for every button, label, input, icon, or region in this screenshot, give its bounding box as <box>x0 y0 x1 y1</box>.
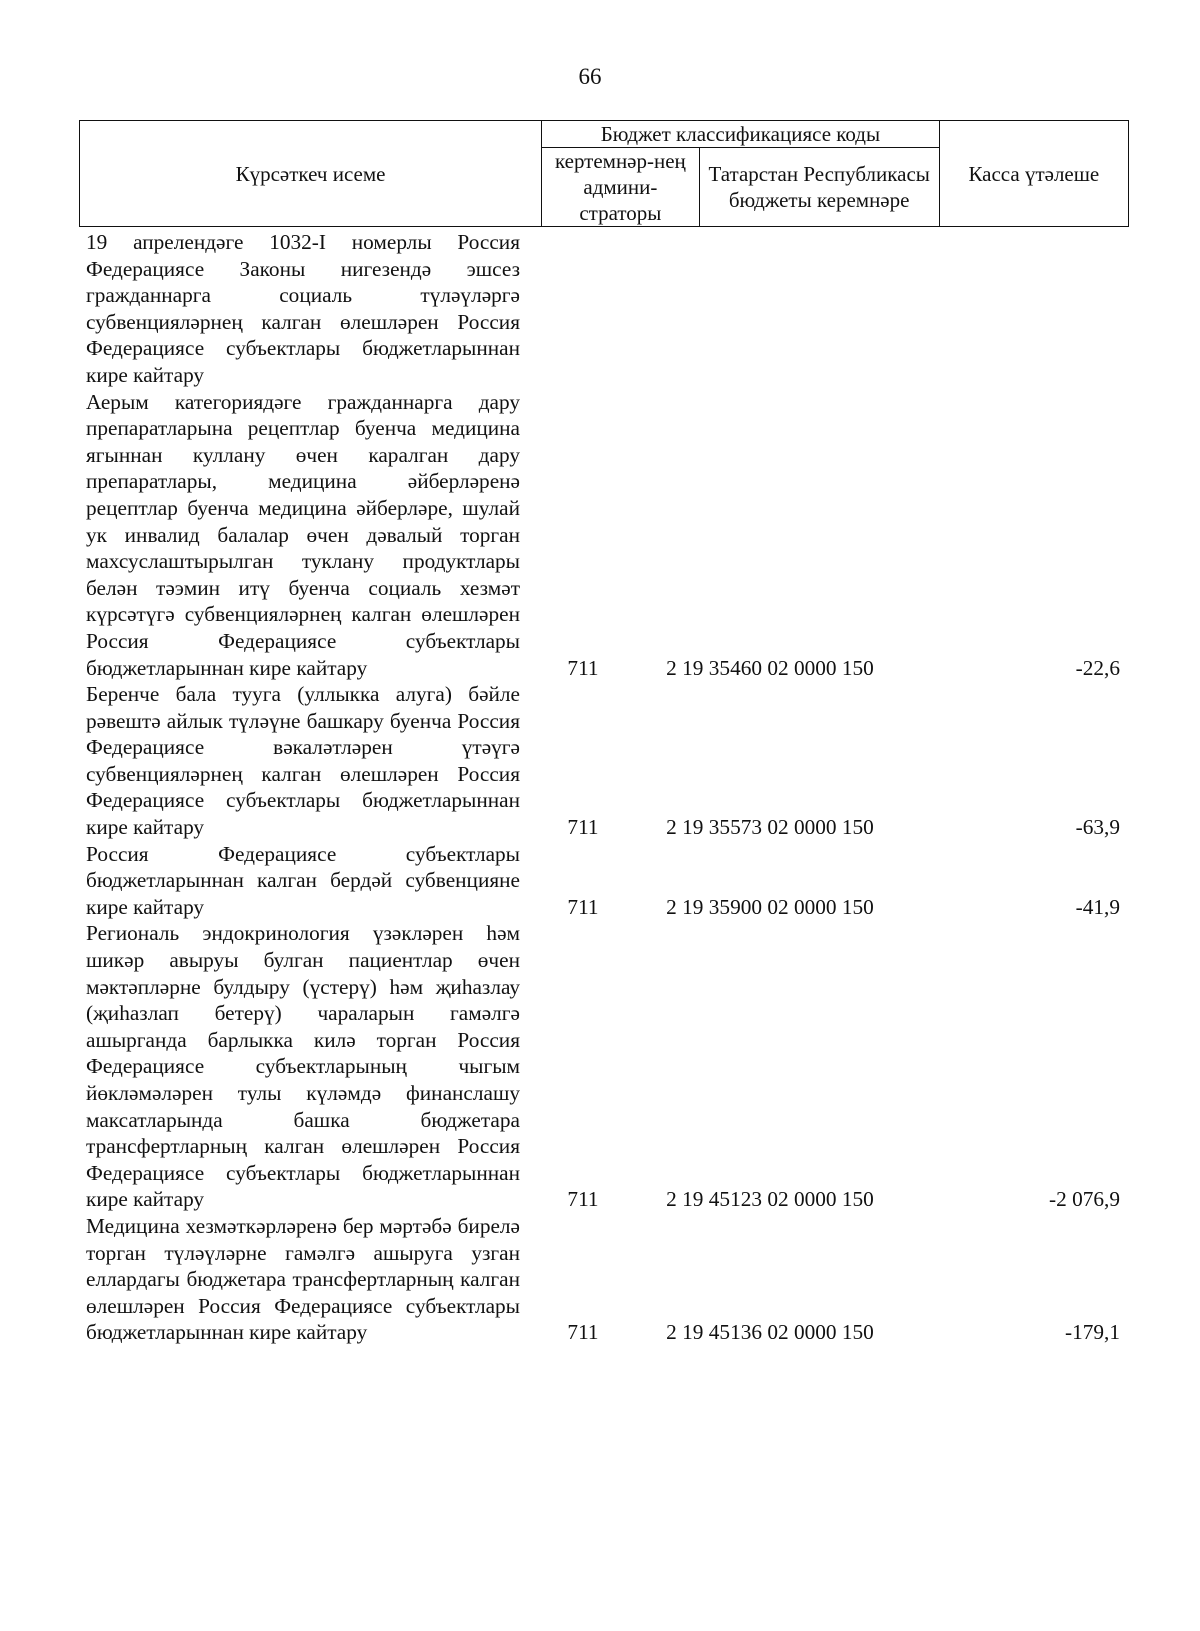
row-administrator: 711 <box>567 655 599 680</box>
row-description: 19 апрелендәге 1032-I номерлы Россия Федерациясе Законы нигезендә эшсез гражданнарга социаль түләүләргә субвенцияләрнең калган өлешләрен Россия Федерациясе субъектлары бюджетларыннан кире кайтару <box>86 230 520 387</box>
table-header <box>79 120 1129 227</box>
indicator-name-header: Күрсәткеч исеме <box>80 121 542 227</box>
table-row <box>86 841 1120 921</box>
row-amount: -179,1 <box>1064 1320 1120 1345</box>
row-amount: -63,9 <box>1075 815 1120 840</box>
page-number: 66 <box>578 64 602 89</box>
cash-execution-header: Касса үтәлеше <box>939 121 1128 227</box>
row-amount: -22,6 <box>1075 655 1120 680</box>
table-body <box>86 229 1120 1346</box>
budget-codes-header: Бюджет классификациясе коды <box>542 121 940 148</box>
row-code: 2 19 35460 02 0000 150 <box>666 655 874 680</box>
revenue-header: Татарстан Республикасы бюджеты керемнәре <box>699 148 939 227</box>
row-administrator: 711 <box>567 894 599 919</box>
row-code: 2 19 35900 02 0000 150 <box>666 894 874 919</box>
table-row <box>86 1213 1120 1346</box>
row-amount: -41,9 <box>1075 894 1120 919</box>
row-description: Медицина хезмәткәрләренә бер мәртәбә бирелә торган түләүләрне гамәлгә ашыруга узган еллардагы бюджетара трансфертларның калган өлешләрен Россия Федерациясе субъектлары бюджетларыннан кире кайтару <box>86 1213 520 1345</box>
table-row <box>86 920 1120 1213</box>
administrator-header: кертемнәр-нең админи-страторы <box>542 148 700 227</box>
row-administrator: 711 <box>567 815 599 840</box>
row-description: Россия Федерациясе субъектлары бюджетларыннан калган бердәй субвенцияне кире кайтару <box>86 841 520 919</box>
row-administrator: 711 <box>567 1320 599 1345</box>
row-code: 2 19 45123 02 0000 150 <box>666 1187 874 1212</box>
row-description: Аерым категориядәге гражданнарга дару препаратларына рецептлар буенча медицина ягыннан куллану өчен каралган дару препаратлары, медицина әйберләренә рецептлар буенча медицина әйберләре, шулай ук инвалид балалар өчен дәвалый торган махсуслаштырылган туклану продуктлары белән тәэмин итү буенча социаль хезмәт күрсәтүгә субвенцияләрнең калган өлешләрен Россия Федерациясе субъектлары бюджетларыннан кире кайтару <box>86 389 520 680</box>
table-row <box>86 229 1120 389</box>
table-row <box>86 389 1120 682</box>
row-code: 2 19 45136 02 0000 150 <box>666 1320 874 1345</box>
row-description: Региональ эндокринология үзәкләрен һәм шикәр авыруы булган пациентлар өчен мәктәпләрне булдыру (үстерү) һәм җиһазлау (җиһазлап бетерү) чараларын гамәлгә ашырганда барлыкка килә торган Россия Федерациясе субъектларының чыгым йөкләмәләрен тулы күләмдә финанслашу максатларында башка бюджетара трансфертларның калган өлешләрен Россия Федерациясе субъектлары бюджетларыннан кире кайтару <box>86 921 520 1212</box>
row-description: Беренче бала туугa (уллыкка алуга) бәйле рәвештә айлык түләүне башкару буенча Россия Федерациясе вәкаләтләрен үтәүгә субвенцияләрнең калган өлешләрен Россия Федерациясе субъектлары бюджетларыннан кире кайтару <box>86 682 520 840</box>
row-code: 2 19 35573 02 0000 150 <box>666 815 874 840</box>
row-administrator: 711 <box>567 1187 599 1212</box>
row-amount: -2 076,9 <box>1049 1187 1120 1212</box>
table-row <box>86 681 1120 841</box>
